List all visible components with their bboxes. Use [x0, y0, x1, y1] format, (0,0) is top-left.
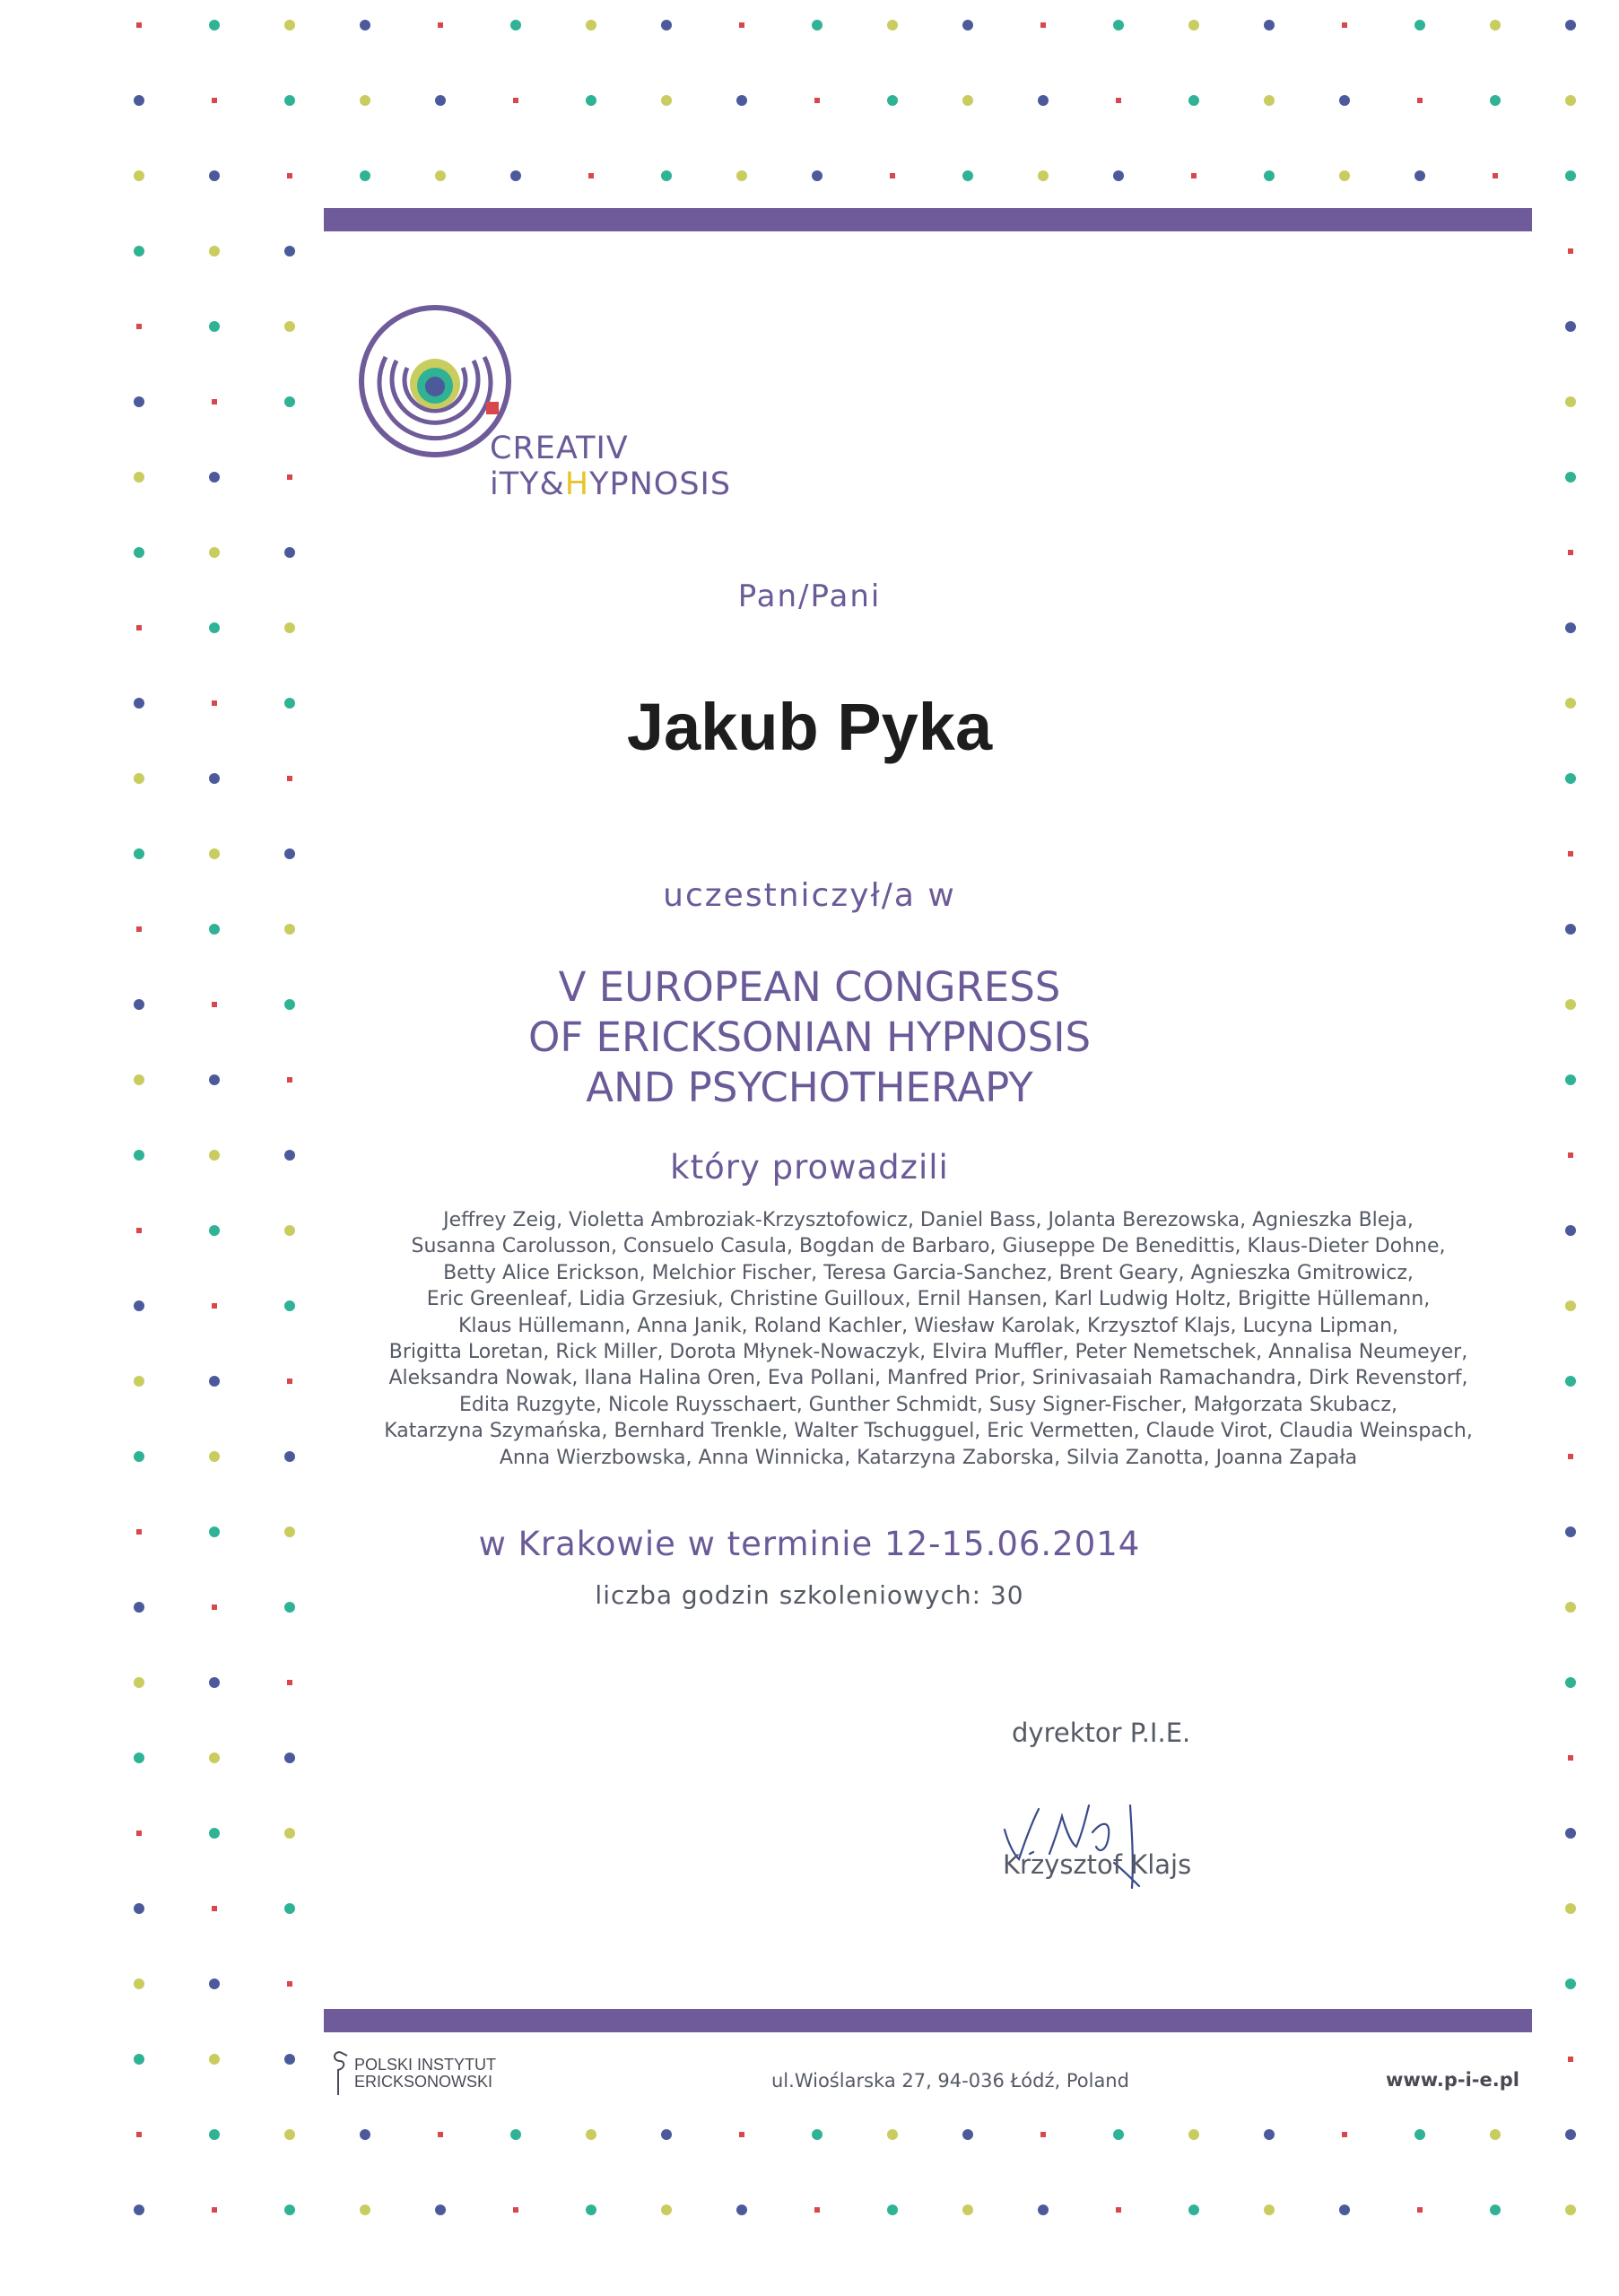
border-dot — [209, 1677, 220, 1688]
border-dot — [284, 321, 295, 332]
border-dot — [1188, 2129, 1199, 2140]
flamingo-icon — [327, 2047, 351, 2099]
handwritten-signature — [996, 1753, 1175, 1906]
institute-name-line: POLSKI INSTYTUT — [354, 2056, 497, 2074]
border-dot — [284, 20, 295, 30]
bottom-divider-bar — [324, 2009, 1532, 2032]
border-dot — [1191, 173, 1197, 178]
border-dot — [209, 924, 220, 935]
border-dot — [736, 95, 747, 106]
border-dot — [134, 848, 144, 859]
institute-name-line: ERICKSONOWSKI — [354, 2073, 493, 2091]
border-dot — [1414, 20, 1425, 30]
border-dot — [209, 2054, 220, 2065]
border-dot — [136, 2132, 142, 2137]
border-dot — [887, 20, 898, 30]
border-dot — [586, 2129, 596, 2140]
signer-title: dyrektor P.I.E. — [1012, 1718, 1191, 1748]
border-dot — [1565, 1300, 1576, 1311]
logo-line-2: iTY&HYPNOSIS — [490, 466, 732, 502]
border-dot — [134, 2054, 144, 2065]
border-dot — [284, 1451, 295, 1462]
border-dot — [1188, 2205, 1199, 2215]
border-dot — [1264, 2205, 1275, 2215]
border-dot — [284, 622, 295, 633]
border-dot — [812, 170, 823, 181]
speakers-line: Anna Wierzbowska, Anna Winnicka, Katarzyna Zaborska, Silvia Zanotta, Joanna Zapała — [499, 1446, 1358, 1469]
border-dot — [1116, 2207, 1121, 2213]
border-dot — [209, 472, 220, 483]
border-dot — [1116, 98, 1121, 103]
border-dot — [1565, 321, 1576, 332]
border-dot — [1568, 1454, 1573, 1459]
border-dot — [360, 170, 370, 181]
border-dot — [814, 98, 820, 103]
border-dot — [661, 95, 672, 106]
border-dot — [209, 848, 220, 859]
border-dot — [438, 22, 443, 28]
border-dot — [287, 474, 292, 480]
border-dot — [1113, 2129, 1124, 2140]
border-dot — [1565, 1828, 1576, 1839]
border-dot — [1038, 2205, 1049, 2215]
border-dot — [1565, 2129, 1576, 2140]
border-dot — [1565, 170, 1576, 181]
border-dot — [510, 2129, 521, 2140]
border-dot — [284, 2054, 295, 2065]
border-dot — [513, 98, 518, 103]
speakers-line: Klaus Hüllemann, Anna Janik, Roland Kachler, Wiesław Karolak, Krzysztof Klajs, Lucyna Lipman, — [457, 1314, 1399, 1337]
border-dot — [962, 20, 973, 30]
border-dot — [134, 547, 144, 558]
border-dot — [284, 2205, 295, 2215]
border-dot — [209, 321, 220, 332]
border-dot — [736, 170, 747, 181]
border-dot — [1038, 95, 1049, 106]
footer-website-link[interactable]: www.p-i-e.pl — [1386, 2069, 1519, 2091]
border-dot — [134, 246, 144, 257]
border-dot — [887, 2129, 898, 2140]
border-dot — [209, 547, 220, 558]
participation-statement: uczestniczył/a w — [663, 877, 956, 914]
speakers-line: Jeffrey Zeig, Violetta Ambroziak-Krzysztofowicz, Daniel Bass, Jolanta Berezowska, Agnieszka Bleja, — [443, 1209, 1414, 1231]
border-dot — [209, 1752, 220, 1763]
border-dot — [586, 2205, 596, 2215]
border-dot — [1568, 248, 1573, 254]
border-dot — [661, 2129, 672, 2140]
border-dot — [212, 98, 217, 103]
border-dot — [438, 2132, 443, 2137]
border-dot — [360, 2129, 370, 2140]
border-dot — [209, 170, 220, 181]
border-dot — [1264, 2129, 1275, 2140]
border-dot — [134, 1677, 144, 1688]
border-dot — [136, 1228, 142, 1233]
border-dot — [284, 924, 295, 935]
border-dot — [1490, 2129, 1501, 2140]
speakers-line: Katarzyna Szymańska, Bernhard Trenkle, Walter Tschugguel, Eric Vermetten, Claude Virot, Claudia Weinspach, — [384, 1420, 1473, 1443]
border-dot — [1565, 1677, 1576, 1688]
border-dot — [814, 2207, 820, 2213]
creativity-hypnosis-logo — [350, 296, 762, 511]
speakers-list — [323, 1207, 1534, 1471]
border-dot — [1568, 1755, 1573, 1761]
institute-name — [354, 2057, 496, 2091]
border-dot — [209, 2129, 220, 2140]
border-dot — [284, 95, 295, 106]
border-dot — [1565, 622, 1576, 633]
border-dot — [1565, 2205, 1576, 2215]
speakers-line: Betty Alice Erickson, Melchior Fischer, Teresa Garcia-Sanchez, Brent Geary, Agnieszka Gmitrowicz, — [443, 1261, 1414, 1284]
date-location-line: w Krakowie w terminie 12-15.06.2014 — [478, 1525, 1141, 1563]
border-dot — [134, 1903, 144, 1914]
border-dot — [1565, 1979, 1576, 1989]
training-hours-line: liczba godzin szkoleniowych: 30 — [595, 1580, 1024, 1610]
border-dot — [284, 246, 295, 257]
border-dot — [209, 20, 220, 30]
border-dot — [1493, 173, 1498, 178]
border-dot — [209, 622, 220, 633]
border-dot — [1565, 472, 1576, 483]
congress-title-line: OF ERICKSONIAN HYPNOSIS — [527, 1013, 1092, 1061]
border-dot — [1113, 20, 1124, 30]
border-dot — [212, 399, 217, 404]
border-dot — [212, 1303, 217, 1309]
congress-title-line: V EUROPEAN CONGRESS — [558, 963, 1061, 1011]
border-dot — [661, 170, 672, 181]
participant-name: Jakub Pyka — [626, 690, 993, 764]
border-dot — [134, 396, 144, 407]
border-dot — [212, 1906, 217, 1911]
border-dot — [962, 2129, 973, 2140]
border-dot — [1113, 170, 1124, 181]
border-dot — [136, 926, 142, 932]
border-dot — [1414, 2129, 1425, 2140]
border-dot — [284, 1828, 295, 1839]
border-dot — [284, 1752, 295, 1763]
border-dot — [1414, 170, 1425, 181]
border-dot — [284, 1225, 295, 1236]
border-dot — [136, 1831, 142, 1836]
border-dot — [284, 396, 295, 407]
border-dot — [588, 173, 594, 178]
border-dot — [360, 2205, 370, 2215]
congress-title — [0, 962, 1619, 1113]
border-dot — [1188, 20, 1199, 30]
border-dot — [134, 95, 144, 106]
border-dot — [739, 22, 744, 28]
border-dot — [1264, 95, 1275, 106]
border-dot — [209, 246, 220, 257]
institute-logo — [327, 2047, 534, 2100]
border-dot — [736, 2205, 747, 2215]
border-dot — [661, 2205, 672, 2215]
border-dot — [136, 324, 142, 329]
border-dot — [284, 1903, 295, 1914]
speakers-line: Edita Ruzgyte, Nicole Ruysschaert, Gunther Schmidt, Susy Signer-Fischer, Małgorzata Skubacz, — [459, 1393, 1397, 1416]
border-dot — [209, 1376, 220, 1387]
border-dot — [1568, 2057, 1573, 2062]
border-dot — [209, 773, 220, 784]
border-dot — [513, 2207, 518, 2213]
border-dot — [134, 2205, 144, 2215]
border-dot — [1264, 170, 1275, 181]
border-dot — [360, 20, 370, 30]
border-dot — [962, 95, 973, 106]
congress-title-line: AND PSYCHOTHERAPY — [586, 1064, 1033, 1111]
border-dot — [1339, 2205, 1350, 2215]
border-dot — [1264, 20, 1275, 30]
border-dot — [890, 173, 895, 178]
border-dot — [1565, 20, 1576, 30]
speakers-line: Susanna Carolusson, Consuelo Casula, Bogdan de Barbaro, Giuseppe De Benedittis, Klaus-Dieter Dohne, — [411, 1235, 1446, 1258]
border-dot — [1040, 2132, 1046, 2137]
border-dot — [1565, 1225, 1576, 1236]
border-dot — [136, 625, 142, 631]
border-dot — [134, 472, 144, 483]
border-dot — [134, 773, 144, 784]
border-dot — [284, 547, 295, 558]
border-dot — [284, 2129, 295, 2140]
border-dot — [661, 20, 672, 30]
border-dot — [209, 1225, 220, 1236]
border-dot — [510, 20, 521, 30]
border-dot — [1417, 98, 1423, 103]
logo-line-1: CREATIV — [490, 430, 629, 466]
footer-address: ul.Wioślarska 27, 94-036 Łódź, Poland — [771, 2070, 1129, 2092]
border-dot — [1565, 924, 1576, 935]
border-dot — [134, 1752, 144, 1763]
border-dot — [284, 848, 295, 859]
border-dot — [287, 1680, 292, 1685]
speakers-line: Brigitta Loretan, Rick Miller, Dorota Młynek-Nowaczyk, Elvira Muffler, Peter Nemetschek, Annalisa Neumeyer, — [388, 1341, 1468, 1364]
border-dot — [1417, 2207, 1423, 2213]
speakers-line: Eric Greenleaf, Lidia Grzesiuk, Christine Guilloux, Ernil Hansen, Karl Ludwig Holtz, Brigitte Hüllemann, — [426, 1288, 1431, 1311]
border-dot — [134, 1376, 144, 1387]
border-dot — [134, 170, 144, 181]
border-dot — [962, 2205, 973, 2215]
border-dot — [284, 1300, 295, 1311]
border-dot — [287, 1378, 292, 1384]
border-dot — [209, 1828, 220, 1839]
border-dot — [1040, 22, 1046, 28]
border-dot — [287, 1981, 292, 1987]
border-dot — [887, 95, 898, 106]
border-dot — [510, 170, 521, 181]
border-dot — [1490, 2205, 1501, 2215]
border-dot — [360, 95, 370, 106]
border-dot — [435, 2205, 446, 2215]
border-dot — [586, 20, 596, 30]
logo-wordmark — [490, 430, 731, 502]
speakers-line: Aleksandra Nowak, Ilana Halina Oren, Eva Pollani, Manfred Prior, Srinivasaiah Ramachandra, Dirk Revenstorf, — [388, 1367, 1468, 1390]
border-dot — [887, 2205, 898, 2215]
border-dot — [1565, 95, 1576, 106]
border-dot — [1565, 1903, 1576, 1914]
border-dot — [1565, 396, 1576, 407]
border-dot — [209, 1451, 220, 1462]
border-dot — [209, 1979, 220, 1989]
salutation: Pan/Pani — [737, 578, 882, 614]
border-dot — [1565, 773, 1576, 784]
border-dot — [812, 2129, 823, 2140]
border-dot — [287, 173, 292, 178]
border-dot — [586, 95, 596, 106]
border-dot — [1339, 170, 1350, 181]
border-dot — [435, 170, 446, 181]
border-dot — [134, 1451, 144, 1462]
border-dot — [812, 20, 823, 30]
spiral-logo-icon — [350, 296, 511, 457]
border-dot — [1568, 851, 1573, 857]
border-dot — [134, 1979, 144, 1989]
border-dot — [134, 1300, 144, 1311]
signer-name: Krzysztof Klajs — [1003, 1849, 1192, 1880]
border-dot — [1339, 95, 1350, 106]
border-dot — [1565, 1376, 1576, 1387]
border-dot — [739, 2132, 744, 2137]
border-dot — [962, 170, 973, 181]
top-divider-bar — [324, 208, 1532, 231]
border-dot — [1038, 170, 1049, 181]
border-dot — [1188, 95, 1199, 106]
border-dot — [212, 2207, 217, 2213]
border-dot — [1342, 22, 1347, 28]
border-dot — [136, 22, 142, 28]
border-dot — [1342, 2132, 1347, 2137]
border-dot — [287, 776, 292, 781]
border-dot — [1490, 95, 1501, 106]
border-dot — [1568, 550, 1573, 555]
led-by-heading: który prowadzili — [670, 1148, 949, 1187]
signature-block — [960, 1718, 1211, 1951]
border-dot — [1490, 20, 1501, 30]
border-dot — [435, 95, 446, 106]
